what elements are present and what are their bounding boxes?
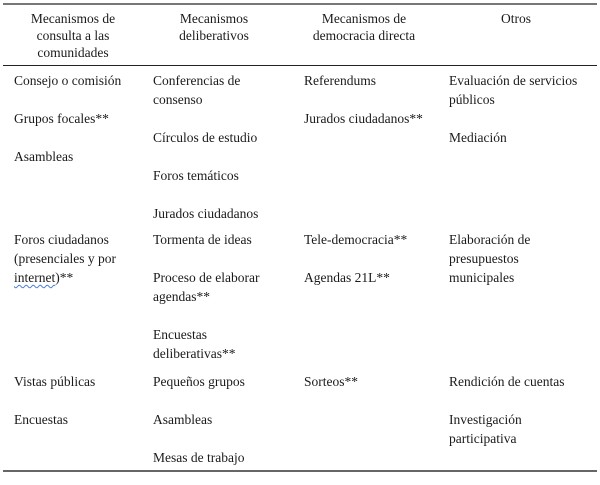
list-item: Rendición de cuentas	[449, 374, 565, 389]
table-cell	[14, 372, 144, 429]
list-item: Mesas de trabajo	[153, 450, 245, 465]
header-line: deliberativos	[179, 28, 249, 43]
list-item: Proceso de elaborar agendas**	[153, 270, 260, 304]
table-cell	[14, 71, 144, 166]
table-header-rule	[3, 65, 597, 66]
table-cell	[449, 71, 589, 147]
header-line: Mecanismos	[179, 11, 249, 26]
header-line: Mecanismos de	[321, 11, 407, 26]
list-item: Encuestas	[14, 412, 68, 427]
list-item: Mediación	[449, 130, 507, 145]
list-item: Foros ciudadanos (presenciales y por internet)**	[14, 232, 116, 285]
list-item: Conferencias de consenso	[153, 73, 241, 107]
table-cell	[304, 372, 444, 391]
list-item: Jurados ciudadanos**	[304, 111, 423, 126]
table-bottom-rule	[3, 470, 597, 472]
header-democracia-directa	[298, 10, 430, 44]
header-line: Mecanismos de	[30, 11, 116, 26]
header-line: democracia directa	[312, 28, 416, 43]
table-cell	[449, 230, 559, 287]
list-item: Elaboración de presupuestos municipales	[449, 232, 531, 285]
list-item: Investigación participativa	[449, 412, 522, 446]
table-cell	[304, 230, 444, 287]
table-top-rule	[3, 3, 597, 5]
list-item: Pequeños grupos	[153, 374, 245, 389]
spellcheck-underline: internet	[14, 270, 56, 285]
list-item: Grupos focales**	[14, 111, 109, 126]
list-item: Asambleas	[14, 149, 74, 164]
header-line: Otros	[501, 11, 531, 26]
list-item: Jurados ciudadanos	[153, 206, 259, 221]
table-cell	[153, 372, 288, 467]
table-cell	[153, 71, 288, 223]
list-item: Consejo o comisión	[14, 73, 122, 88]
list-item: Vistas públicas	[14, 374, 96, 389]
table-cell	[14, 230, 144, 287]
list-item: Sorteos**	[304, 374, 358, 389]
header-deliberativos	[148, 10, 280, 44]
list-item: Evaluación de servicios públicos	[449, 73, 578, 107]
list-item: Encuestas deliberativas**	[153, 327, 236, 361]
table-cell	[304, 71, 444, 128]
header-line: consulta a las	[36, 28, 110, 43]
list-item: Tormenta de ideas	[153, 232, 252, 247]
table-cell	[449, 372, 589, 448]
header-line: comunidades	[37, 45, 109, 60]
list-item: Agendas 21L**	[304, 270, 390, 285]
list-item: Tele-democracia**	[304, 232, 408, 247]
list-item: Foros temáticos	[153, 168, 239, 183]
header-otros	[446, 10, 586, 27]
list-item: Asambleas	[153, 412, 213, 427]
list-item: Referendums	[304, 73, 376, 88]
list-item: Círculos de estudio	[153, 130, 258, 145]
table-cell	[153, 230, 288, 363]
header-consulta	[3, 10, 143, 61]
